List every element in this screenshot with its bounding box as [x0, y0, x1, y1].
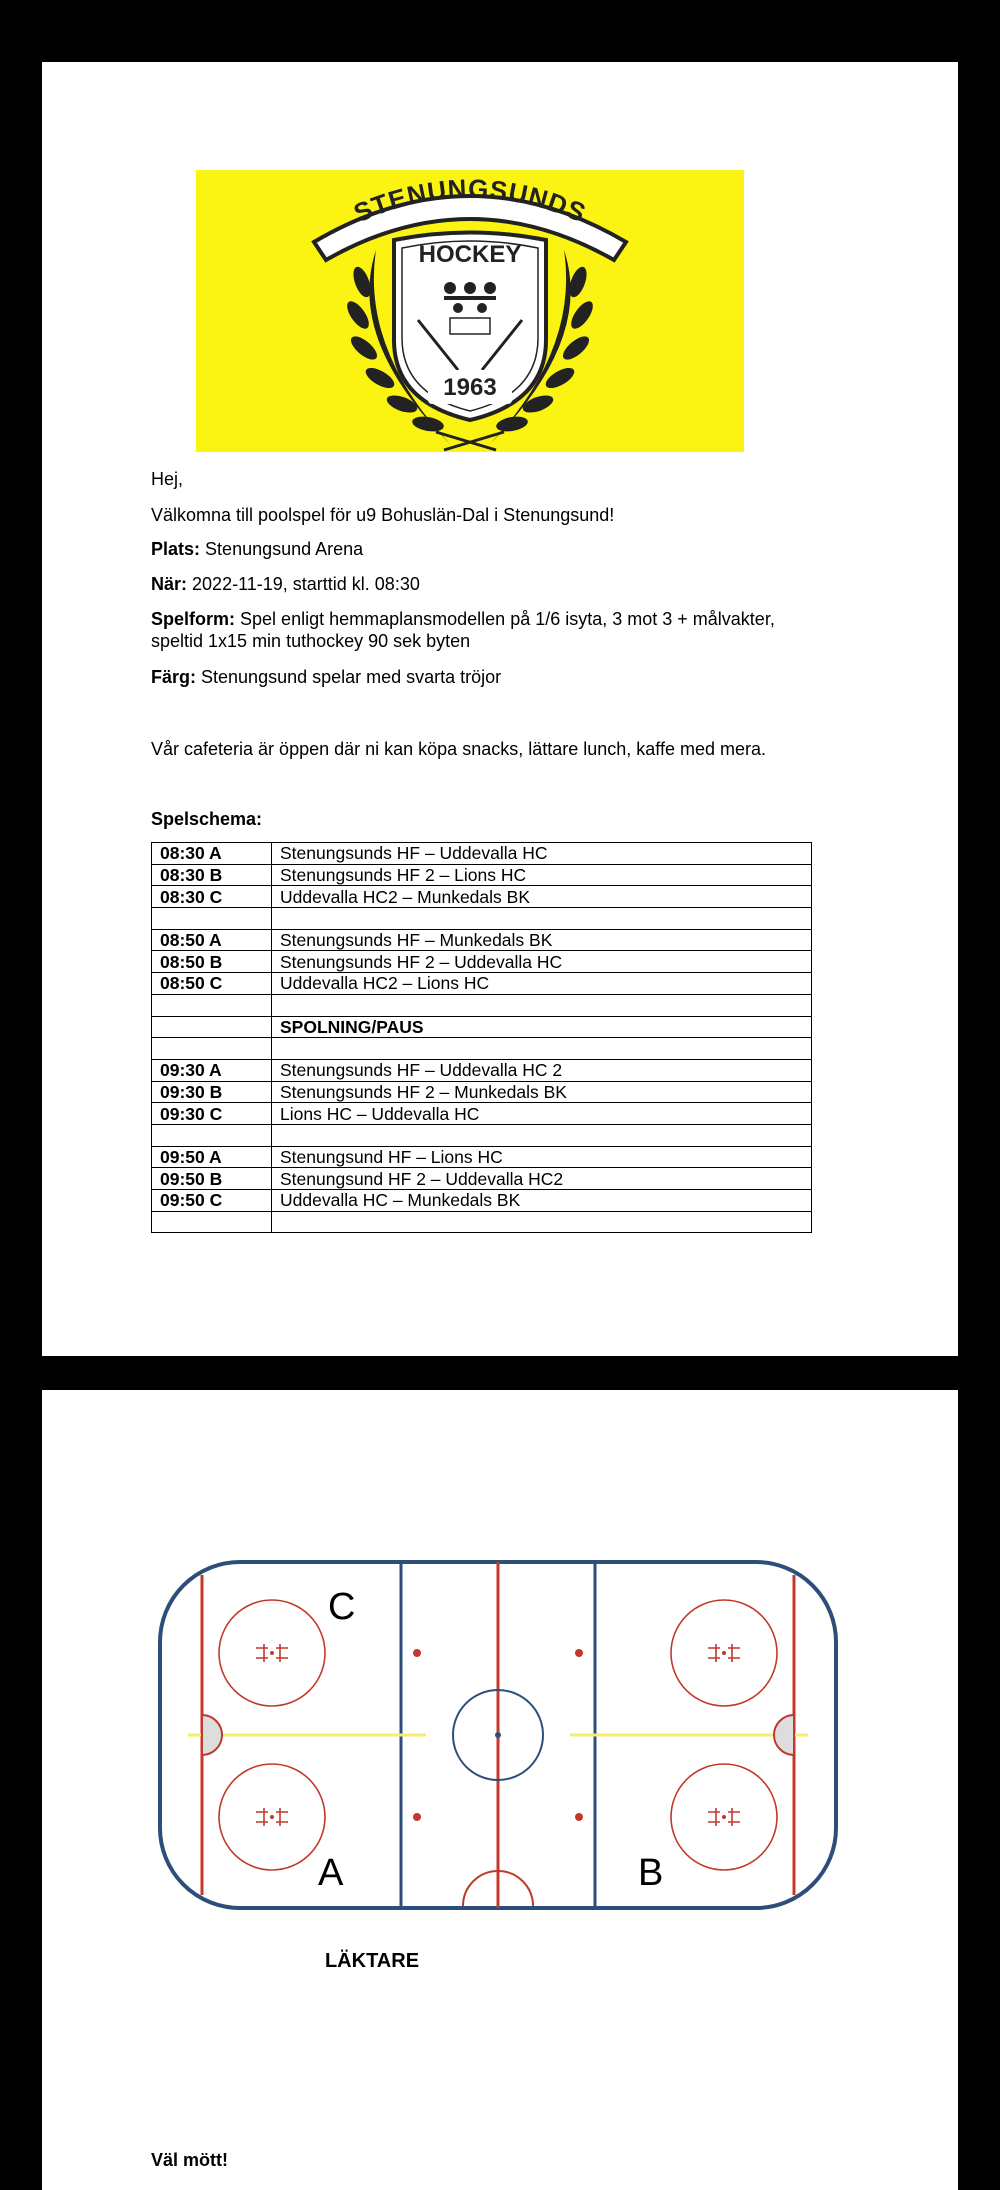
table-row: [152, 1016, 812, 1038]
match-time: 09:50 C: [152, 1190, 272, 1212]
format-label: Spelform:: [151, 609, 236, 629]
schedule-page: [42, 62, 958, 1356]
match-time: 09:50 B: [152, 1168, 272, 1190]
match-time: [152, 1038, 272, 1060]
zone-label-c: C: [328, 1586, 356, 1628]
match-teams: Uddevalla HC2 – Munkedals BK: [272, 886, 812, 908]
match-time: 09:30 A: [152, 1059, 272, 1081]
table-row: [152, 1146, 812, 1168]
table-row: [152, 1211, 812, 1233]
color-line: [151, 666, 851, 688]
match-time: 08:30 A: [152, 843, 272, 865]
cafeteria-text: Vår cafeteria är öppen där ni kan köpa snacks, lättare lunch, kaffe med mera.: [151, 739, 767, 759]
table-row: [152, 843, 812, 865]
match-time: [152, 1016, 272, 1038]
closing-text: Väl mött!: [151, 2150, 229, 2170]
table-row: [152, 994, 812, 1016]
match-teams: SPOLNING/PAUS: [272, 1016, 812, 1038]
ice-rink-diagram: [158, 1560, 838, 1910]
table-row: [152, 1168, 812, 1190]
match-teams: Stenungsund HF – Lions HC: [272, 1146, 812, 1168]
when-label: När:: [151, 574, 188, 594]
match-teams: [272, 1211, 812, 1233]
table-row: [152, 1190, 812, 1212]
table-row: [152, 864, 812, 886]
center-dot: [495, 1732, 501, 1738]
match-time: 08:50 A: [152, 929, 272, 951]
format-value: Spel enligt hemmaplansmodellen på 1/6 isyta, 3 mot 3 + målvakter,: [240, 609, 775, 629]
match-time: [152, 1211, 272, 1233]
match-time: 08:30 B: [152, 864, 272, 886]
table-row: [152, 929, 812, 951]
faceoff-dot: [575, 1649, 583, 1657]
welcome-text: Välkomna till poolspel för u9 Bohuslän-Dal i Stenungsund!: [151, 505, 615, 525]
match-teams: Stenungsunds HF – Munkedals BK: [272, 929, 812, 951]
match-teams: Stenungsunds HF – Uddevalla HC 2: [272, 1059, 812, 1081]
match-teams: [272, 994, 812, 1016]
match-teams: Uddevalla HC – Munkedals BK: [272, 1190, 812, 1212]
table-row: [152, 1124, 812, 1146]
place-line: [151, 538, 851, 560]
zone-label-a: A: [318, 1852, 344, 1894]
match-teams: Stenungsunds HF 2 – Lions HC: [272, 864, 812, 886]
match-time: 09:50 A: [152, 1146, 272, 1168]
match-time: 08:30 C: [152, 886, 272, 908]
match-time: 09:30 B: [152, 1081, 272, 1103]
club-crest-icon: [196, 170, 744, 452]
match-teams: Stenungsunds HF 2 – Uddevalla HC: [272, 951, 812, 973]
match-time: [152, 908, 272, 930]
color-label: Färg:: [151, 667, 196, 687]
match-time: 08:50 C: [152, 973, 272, 995]
table-row: [152, 1038, 812, 1060]
match-teams: [272, 1038, 812, 1060]
table-row: [152, 1081, 812, 1103]
format-value-2: speltid 1x15 min tuthockey 90 sek byten: [151, 631, 471, 651]
match-teams: Lions HC – Uddevalla HC: [272, 1103, 812, 1125]
club-logo: [196, 170, 744, 452]
schedule-table: [151, 842, 812, 1233]
place-value: Stenungsund Arena: [205, 539, 364, 559]
match-time: [152, 1124, 272, 1146]
logo-sport: HOCKEY: [418, 241, 522, 268]
table-row: [152, 973, 812, 995]
logo-year: 1963: [443, 374, 497, 401]
logo-club-name: STENUNGSUNDS: [349, 173, 591, 229]
match-time: 09:30 C: [152, 1103, 272, 1125]
schedule-heading: Spelschema:: [151, 809, 263, 829]
match-time: [152, 994, 272, 1016]
table-row: [152, 951, 812, 973]
rink-page: [42, 1390, 958, 2190]
match-teams: Stenungsunds HF – Uddevalla HC: [272, 843, 812, 865]
match-teams: Uddevalla HC2 – Lions HC: [272, 973, 812, 995]
table-row: [152, 1059, 812, 1081]
faceoff-dot: [413, 1813, 421, 1821]
when-value: 2022-11-19, starttid kl. 08:30: [192, 574, 420, 594]
zone-label-b: B: [638, 1852, 664, 1894]
table-row: [152, 886, 812, 908]
match-teams: [272, 908, 812, 930]
stand-label: LÄKTARE: [324, 1950, 420, 1972]
faceoff-dot: [413, 1649, 421, 1657]
place-label: Plats:: [151, 539, 201, 559]
table-row: [152, 1103, 812, 1125]
match-teams: [272, 1124, 812, 1146]
faceoff-dot: [575, 1813, 583, 1821]
format-line: [151, 608, 851, 652]
match-teams: Stenungsunds HF 2 – Munkedals BK: [272, 1081, 812, 1103]
table-row: [152, 908, 812, 930]
color-value: Stenungsund spelar med svarta tröjor: [201, 667, 502, 687]
match-teams: Stenungsund HF 2 – Uddevalla HC2: [272, 1168, 812, 1190]
greeting: Hej,: [151, 469, 184, 489]
when-line: [151, 573, 851, 595]
match-time: 08:50 B: [152, 951, 272, 973]
